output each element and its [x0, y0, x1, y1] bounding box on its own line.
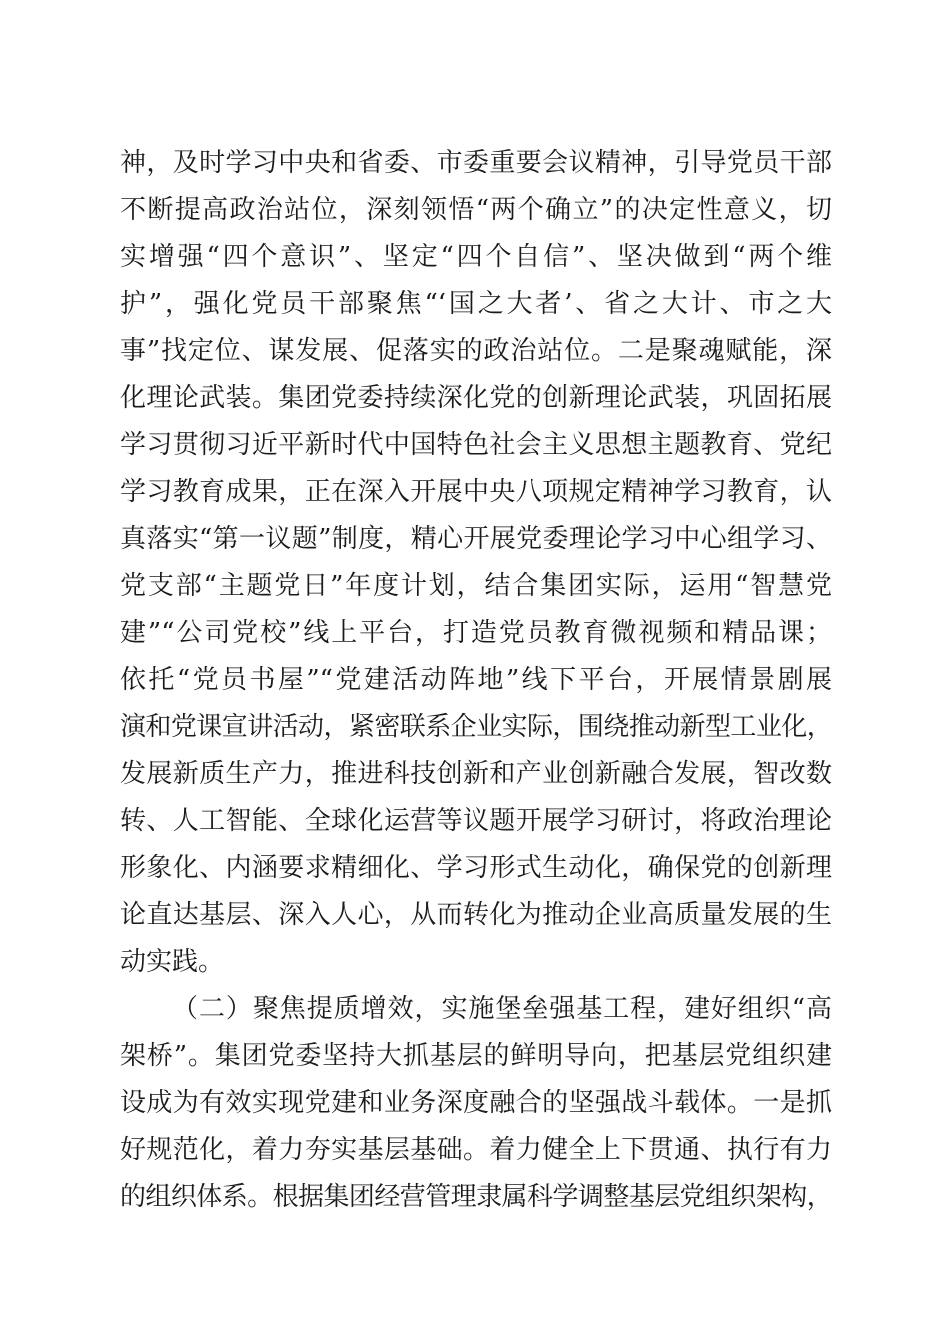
text-line: 建”“公司党校”线上平台，打造党员教育微视频和精品课； — [120, 618, 832, 648]
text-line: 事”找定位、谋发展、促落实的政治站位。二是聚魂赋能，深 — [120, 336, 832, 366]
text-line: 的组织体系。根据集团经营管理隶属科学调整基层党组织架构， — [120, 1182, 832, 1212]
text-line: 架桥”。集团党委坚持大抓基层的鲜明导向，把基层党组织建 — [120, 1041, 832, 1071]
text-line: 学习贯彻习近平新时代中国特色社会主义思想主题教育、党纪 — [120, 430, 832, 460]
text-line: 神，及时学习中央和省委、市委重要会议精神，引导党员干部 — [120, 148, 832, 178]
section-heading-line: （二）聚焦提质增效，实施堡垒强基工程，建好组织“高 — [172, 994, 832, 1024]
text-line: 学习教育成果，正在深入开展中央八项规定精神学习教育，认 — [120, 477, 832, 507]
text-line: 发展新质生产力，推进科技创新和产业创新融合发展，智改数 — [120, 759, 832, 789]
text-line: 动实践。 — [120, 947, 225, 977]
text-line: 护”，强化党员干部聚焦“‘国之大者’、省之大计、市之大 — [120, 289, 832, 319]
text-line: 演和党课宣讲活动，紧密联系企业实际，围绕推动新型工业化， — [120, 712, 832, 742]
text-line: 不断提高政治站位，深刻领悟“两个确立”的决定性意义，切 — [120, 195, 832, 225]
text-line: 党支部“主题党日”年度计划，结合集团实际，运用“智慧党 — [120, 571, 832, 601]
text-line: 化理论武装。集团党委持续深化党的创新理论武装，巩固拓展 — [120, 383, 832, 413]
text-line: 真落实“第一议题”制度，精心开展党委理论学习中心组学习、 — [120, 524, 832, 554]
text-line: 设成为有效实现党建和业务深度融合的坚强战斗载体。一是抓 — [120, 1088, 832, 1118]
text-line: 好规范化，着力夯实基层基础。着力健全上下贯通、执行有力 — [120, 1135, 832, 1165]
text-line: 转、人工智能、全球化运营等议题开展学习研讨，将政治理论 — [120, 806, 832, 836]
text-line: 形象化、内涵要求精细化、学习形式生动化，确保党的创新理 — [120, 853, 832, 883]
text-line: 实增强“四个意识”、坚定“四个自信”、坚决做到“两个维 — [120, 242, 832, 272]
text-line: 论直达基层、深入人心，从而转化为推动企业高质量发展的生 — [120, 900, 832, 930]
text-line: 依托“党员书屋”“党建活动阵地”线下平台，开展情景剧展 — [120, 665, 832, 695]
